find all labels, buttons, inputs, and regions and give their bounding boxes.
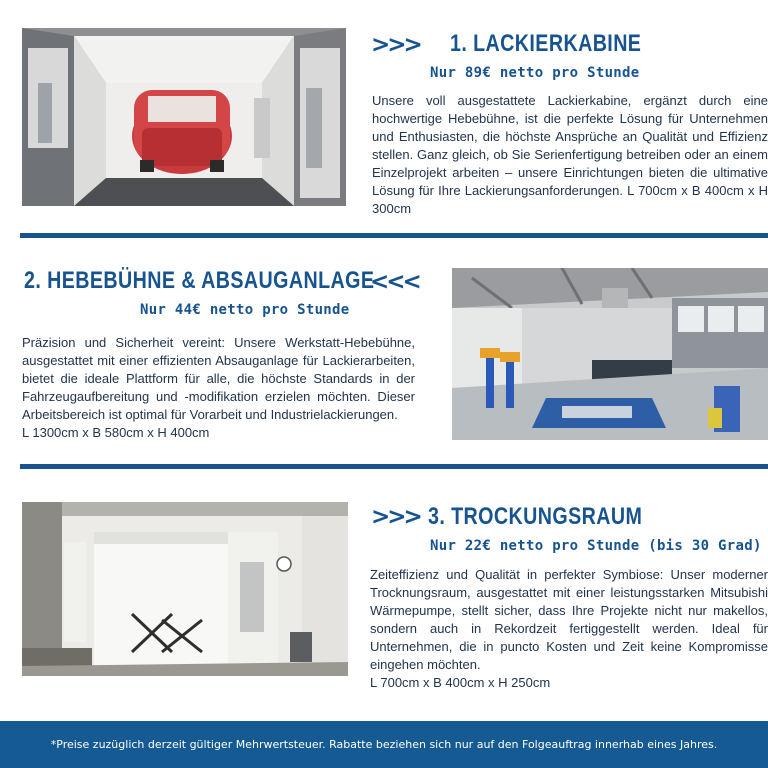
triple-chevron-left-icon: <<< — [370, 269, 419, 295]
section3-title: 3. TROCKUNGSRAUM — [428, 503, 643, 530]
triple-chevron-right-icon: >>> — [371, 504, 420, 530]
section2-dimensions: L 1300cm x B 580cm x H 400cm — [22, 425, 210, 440]
section1-description: Unsere voll ausgestattete Lackierkabine, ergänzt durch eine hochwertige Hebebühne, ist die perfekte Lösung für Unternehmen und Enthusiasten, die höchste Ansprüche an Qualität und Effizienz stellen. Ganz gleich, ob Sie Serienfertigung betreiben oder an einem Einzelprojekt arbeiten – unsere Einrichtungen bieten die ultimative Lösung für Ihre Lackierungsanforderungen. L 700cm x B 400cm x H 300cm — [372, 93, 768, 216]
section3-description: Zeiteffizienz und Qualität in perfekter Symbiose: Unser moderner Trocknungsraum, ausgestattet mit einer leistungsstarken Mitsubishi Wärmepumpe, stellt sicher, dass Ihre Projekte nicht nur makellos, sondern auch in Rekordzeit fertiggestellt werden. Ideal für Unternehmen, die in puncto Kosten und Zeit keine Kompromisse eingehen möchten. — [370, 567, 768, 672]
section3-description-block — [370, 566, 768, 692]
photo-drying-room — [22, 502, 348, 676]
photo-paint-booth — [22, 28, 346, 206]
footer-banner — [0, 721, 768, 768]
section2-description: Präzision und Sicherheit vereint: Unsere Werkstatt-Hebebühne, ausgestattet mit einer effizienten Absauganlage für Lackierarbeiten, bietet die ideale Plattform für alle, die höchste Standards in der Fahrzeugaufbereitung und -modifikation erzielen möchten. Dieser Arbeitsbereich ist optimal für Vorarbeit und Industrielackierungen. — [22, 335, 415, 422]
section3-dimensions: L 700cm x B 400cm x H 250cm — [370, 675, 551, 690]
section2-price: Nur 44€ netto pro Stunde — [140, 302, 350, 318]
section1-title: 1. LACKIERKABINE — [450, 30, 642, 57]
section2-description-block — [22, 334, 415, 442]
photo-lift-workshop — [452, 268, 768, 440]
divider-2 — [20, 464, 768, 469]
divider-1 — [20, 233, 768, 238]
section3-price: Nur 22€ netto pro Stunde (bis 30 Grad) — [430, 538, 762, 554]
triple-chevron-right-icon: >>> — [371, 32, 420, 58]
footer-note: *Preise zuzüglich derzeit gültiger Mehrwertsteuer. Rabatte beziehen sich nur auf den Folgeauftrag innerhab eines Jahres. — [50, 738, 718, 751]
section2-title: 2. HEBEBÜHNE & ABSAUGANLAGE — [24, 267, 375, 294]
section1-price: Nur 89€ netto pro Stunde — [430, 65, 640, 81]
